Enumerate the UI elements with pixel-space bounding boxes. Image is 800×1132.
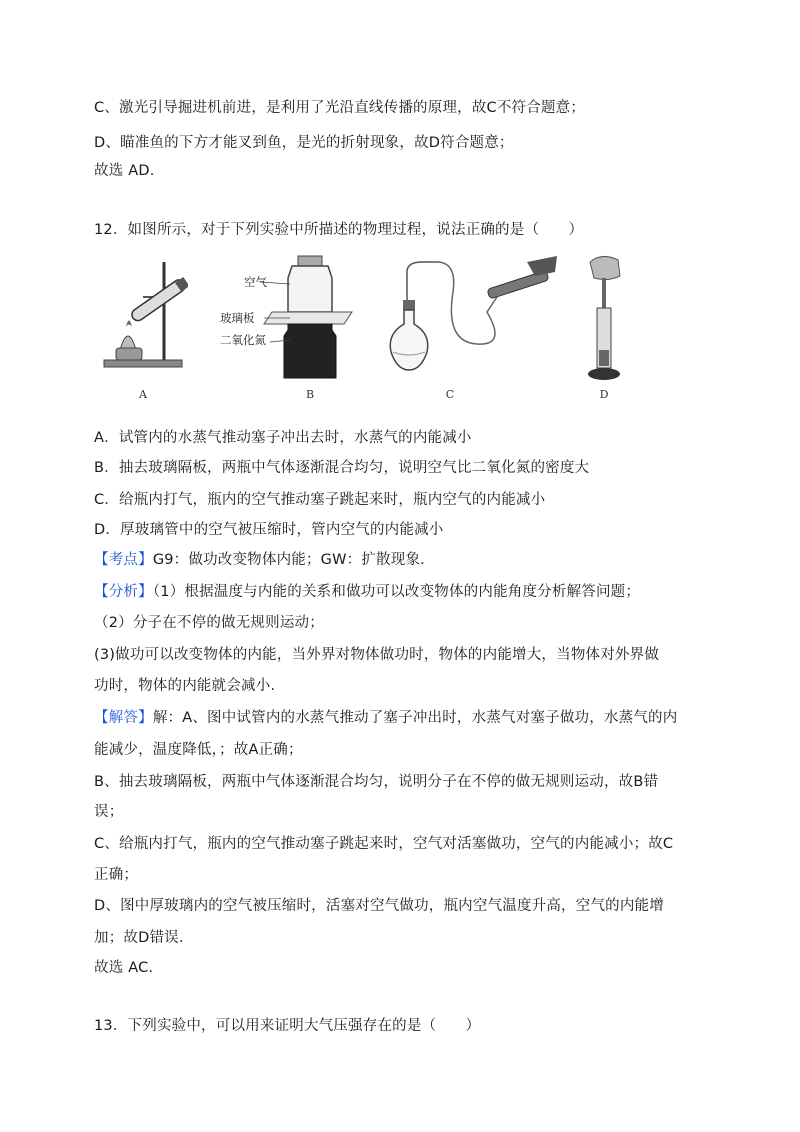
jieda-tag: 【解答】 [94,710,153,726]
jieda-a2: 能减少，温度降低，；故A正确； [94,742,303,758]
callout-nitrogen-dioxide: 二氧化氮 [220,333,266,347]
figure-c-label: C [445,388,455,401]
fenxi-row [94,582,710,602]
prev-answer: 故选 AD. [94,163,155,179]
figure-d-fire-syringe [580,252,630,401]
figure-a-label: A [139,388,147,401]
kaodian-text: G9：做功改变物体内能；GW：扩散现象. [152,552,425,568]
option-c: C．给瓶内打气，瓶内的空气推动塞子跳起来时，瓶内空气的内能减小 [94,492,546,508]
option-d: D．厚玻璃管中的空气被压缩时，管内空气的内能减小 [94,522,444,538]
question-12-answer: 故选 AC. [94,960,154,976]
figure-b-label: B [305,388,315,401]
jieda-c1: C、给瓶内打气，瓶内的空气推动塞子跳起来时，空气对活塞做功，空气的内能减小；故C [94,836,674,852]
prev-option-d-analysis: D、瞄准鱼的下方才能叉到鱼，是光的折射现象，故D符合题意； [94,135,514,151]
figure-d-label: D [599,388,609,401]
question-12-stem: 12．如图所示，对于下列实验中所描述的物理过程，说法正确的是（ ） [94,222,584,238]
option-b: B．抽去玻璃隔板，两瓶中气体逐渐混合均匀，说明空气比二氧化氮的密度大 [94,460,590,476]
question-12-figures [92,252,652,407]
jieda-b1: B、抽去玻璃隔板，两瓶中气体逐渐混合均匀，说明分子在不停的做无规则运动，故B错 [94,774,659,790]
jieda-b2: 误； [94,804,124,820]
kaodian-tag: 【考点】 [94,552,153,568]
figure-b-diffusion-bottles [220,252,360,401]
question-13-stem: 13．下列实验中，可以用来证明大气压强存在的是（ ） [94,1018,481,1034]
jieda-d1: D、图中厚玻璃内的空气被压缩时，活塞对空气做功，瓶内空气温度升高，空气的内能增 [94,898,664,914]
kaodian-row [94,550,710,570]
fenxi-1: （1）根据温度与内能的关系和做功可以改变物体的内能角度分析解答问题； [152,584,641,600]
figure-c-flask-pump [387,252,562,401]
jieda-a1: 解：A、图中试管内的水蒸气推动了塞子冲出时，水蒸气对塞子做功，水蒸气的内 [152,710,678,726]
callout-glass-plate: 玻璃板 [220,311,255,325]
jieda-c2: 正确； [94,867,139,883]
jieda-d2: 加；故D错误. [94,930,184,946]
prev-option-c-analysis: C、激光引导掘进机前进，是利用了光沿直线传播的原理，故C不符合题意； [94,100,586,116]
fenxi-3b: 功时，物体的内能就会减小. [94,678,276,694]
fenxi-2: （2）分子在不停的做无规则运动； [94,615,324,631]
callout-air: 空气 [244,275,267,289]
option-a: A．试管内的水蒸气推动塞子冲出去时，水蒸气的内能减小 [94,430,472,446]
fenxi-tag: 【分析】 [94,584,153,600]
figure-a-test-tube-heating [98,252,188,401]
fenxi-3a: (3)做功可以改变物体的内能，当外界对物体做功时，物体的内能增大，当物体对外界做 [94,647,660,663]
jieda-row [94,708,710,728]
